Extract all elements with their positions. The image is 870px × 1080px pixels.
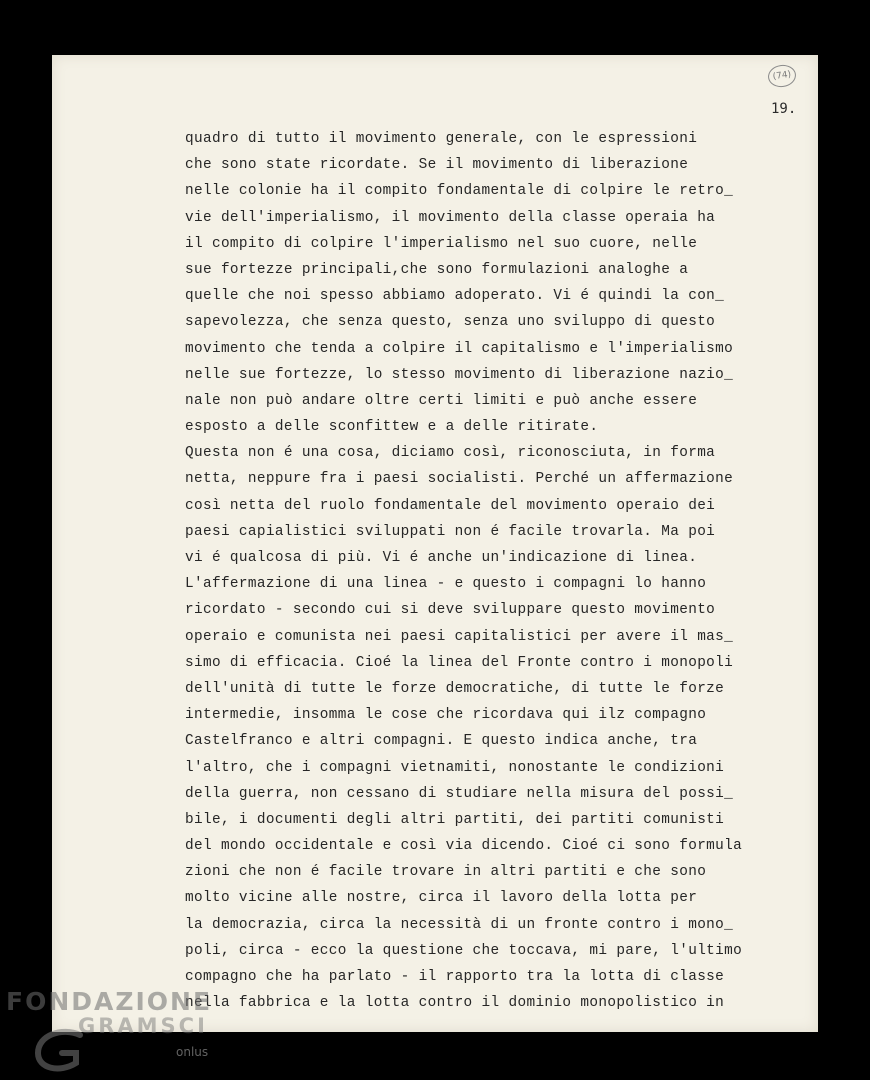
text-line: intermedie, insomma le cose che ricordava qui ilz compagno (185, 707, 707, 724)
text-line: netta, neppure fra i paesi socialisti. Perché un affermazione (185, 471, 734, 488)
text-line: quadro di tutto il movimento generale, con le espressioni (185, 131, 698, 147)
text-line: vie dell'imperialismo, il movimento della classe operaia ha (185, 209, 716, 226)
text-line: esposto a delle sconfittew e a delle ritirate. (185, 419, 599, 436)
document-body (185, 126, 742, 1016)
text-line: che sono state ricordate. Se il movimento di liberazione (185, 157, 689, 174)
text-line: il compito di colpire l'imperialismo nel suo cuore, nelle (185, 235, 698, 252)
text-line: bile, i documenti degli altri partiti, dei partiti comunisti (185, 811, 725, 828)
text-line: vi é qualcosa di più. Vi é anche un'indicazione di linea. (185, 550, 698, 566)
text-line: nelle sue fortezze, lo stesso movimento di liberazione nazio_ (185, 366, 734, 383)
text-line: molto vicine alle nostre, circa il lavoro della lotta per (185, 890, 698, 907)
text-line: simo di efficacia. Cioé la linea del Fronte contro i monopoli (185, 654, 734, 671)
text-line: sapevolezza, che senza questo, senza uno sviluppo di questo (185, 314, 716, 331)
watermark-suffix: onlus (176, 1045, 209, 1059)
text-line: Castelfranco e altri compagni. E questo indica anche, tra (185, 733, 698, 750)
text-line: quelle che noi spesso abbiamo adoperato. Vi é quindi la con_ (185, 288, 725, 305)
text-line: ricordato - secondo cui si deve sviluppare questo movimento (185, 602, 716, 619)
text-line: L'affermazione di una linea - e questo i compagni lo hanno (185, 576, 707, 593)
text-line: del mondo occidentale e così via dicendo. Cioé ci sono formula (185, 838, 743, 855)
watermark-title: FONDAZIONE (6, 987, 213, 1016)
text-line: la democrazia, circa la necessità di un fronte contro i mono_ (185, 916, 734, 933)
text-line: della guerra, non cessano di studiare nella misura del possi_ (185, 785, 734, 802)
text-line: nelle colonie ha il compito fondamentale di colpire le retro_ (185, 183, 734, 200)
text-line: sue fortezze principali,che sono formulazioni analoghe a (185, 261, 689, 278)
text-line: nale non può andare oltre certi limiti e può anche essere (185, 392, 698, 409)
text-line: l'altro, che i compagni vietnamiti, nonostante le condizioni (185, 759, 725, 776)
text-line: operaio e comunista nei paesi capitalistici per avere il mas_ (185, 628, 734, 645)
text-line: così netta del ruolo fondamentale del movimento operaio dei (185, 497, 716, 514)
text-line: poli, circa - ecco la questione che toccava, mi pare, l'ultimo (185, 942, 743, 959)
archive-stamp: (74) (767, 63, 798, 89)
text-line: nella fabbrica e la lotta contro il dominio monopolistico in (185, 995, 725, 1012)
text-line: Questa non é una cosa, diciamo così, riconosciuta, in forma (185, 445, 716, 462)
text-line: movimento che tenda a colpire il capitalismo e l'imperialismo (185, 340, 734, 357)
watermark-subtitle: GRAMSCI (78, 1014, 208, 1038)
text-line: dell'unità di tutte le forze democratiche, di tutte le forze (185, 680, 725, 697)
text-line: compagno che ha parlato - il rapporto tra la lotta di classe (185, 969, 725, 985)
fondazione-gramsci-watermark (0, 985, 230, 1080)
text-line: zioni che non é facile trovare in altri partiti e che sono (185, 864, 707, 881)
page-number: 19. (771, 101, 797, 117)
text-line: paesi capialistici sviluppati non é facile trovarla. Ma poi (185, 523, 716, 540)
